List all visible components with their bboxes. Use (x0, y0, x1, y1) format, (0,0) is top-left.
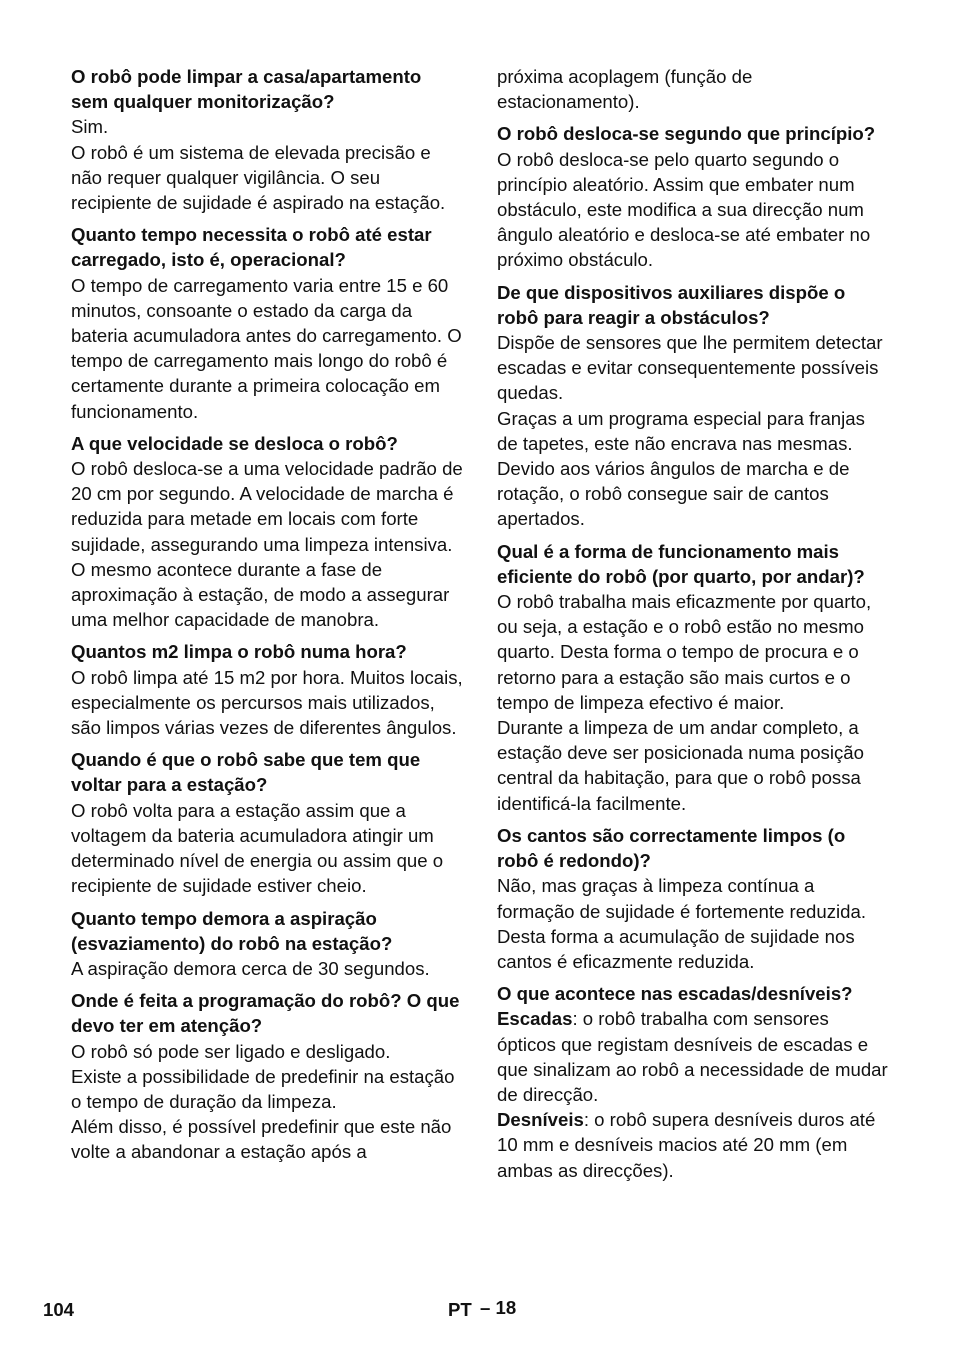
answer-text: Durante a limpeza de um andar completo, a estação deve ser posicionada numa posição central da habitação, para que o robô possa identificá-la facilmente. (497, 717, 864, 814)
answer-text: O robô trabalha mais eficazmente por quarto, ou seja, a estação e o robô estão no mesmo quarto. Desta forma o tempo de procura e o retorno para a estação são mais curtos e o tempo de limpeza efectivo é maior. (497, 591, 872, 713)
answer-text: Devido aos vários ângulos de marcha e de rotação, o robô consegue sair de cantos apertados. (497, 458, 850, 530)
term-label: Escadas (497, 1008, 573, 1030)
question-heading: O que acontece nas escadas/desníveis? (497, 983, 853, 1005)
question-heading: Qual é a forma de funcionamento mais eficiente do robô (por quarto, por andar)? (497, 540, 865, 587)
right-column (497, 64, 889, 1183)
question-heading: Quando é que o robô sabe que tem que voltar para a estação? (71, 749, 421, 796)
answer-text: Graças a um programa especial para franjas de tapetes, este não encrava nas mesmas. (497, 407, 865, 454)
answer-text: Não, mas graças à limpeza contínua a formação de sujidade é fortemente reduzida. (497, 875, 866, 922)
term-text: : o robô trabalha com sensores ópticos que registam desníveis de escadas e que sinalizam ao robô a necessidade de mudar de direcção. (497, 1008, 888, 1105)
question-heading: Os cantos são correctamente limpos (o robô é redondo)? (497, 824, 846, 872)
term-label: Desníveis (497, 1109, 584, 1131)
question-heading: Quanto tempo demora a aspiração (esvaziamento) do robô na estação? (71, 907, 393, 954)
answer-text: O robô limpa até 15 m2 por hora. Muitos locais, especialmente os percursos mais utilizados, são limpos várias vezes de diferentes ângulos. (71, 666, 463, 739)
section-page-number: – 18 (480, 1297, 517, 1318)
question-heading: O robô desloca-se segundo que princípio? (497, 123, 876, 145)
answer-text: A aspiração demora cerca de 30 segundos. (71, 957, 430, 979)
answer-text: Sim. (71, 116, 109, 138)
answer-text: Dispõe de sensores que lhe permitem detectar escadas e evitar consequentemente possíveis quedas. (497, 332, 883, 404)
answer-text: Além disso, é possível predefinir que este não volte a abandonar a estação após a (71, 1116, 452, 1163)
answer-text: O robô volta para a estação assim que a voltagem da bateria acumuladora atingir um determinado nível de energia ou assim que o recipiente de sujidade estiver cheio. (71, 799, 444, 897)
answer-text: Existe a possibilidade de predefinir na estação o tempo de duração da limpeza. (71, 1065, 455, 1112)
question-heading: Quanto tempo necessita o robô até estar carregado, isto é, operacional? (71, 224, 432, 271)
answer-text: próxima acoplagem (função de estacionamento). (497, 66, 753, 113)
left-column (71, 64, 463, 1165)
answer-text: O robô desloca-se a uma velocidade padrão de 20 cm por segundo. A velocidade de marcha é reduzida para metade em locais com forte sujidade, assegurando uma limpeza intensiva. O mesmo acontece durante a fase de aproximação à estação, de modo a assegurar uma melhor capacidade de manobra. (71, 458, 463, 631)
question-heading: De que dispositivos auxiliares dispõe o robô para reagir a obstáculos? (497, 281, 846, 328)
answer-text: O robô só pode ser ligado e desligado. (71, 1040, 391, 1062)
language-code: PT (448, 1299, 472, 1320)
question-heading: A que velocidade se desloca o robô? (71, 432, 398, 454)
answer-text: O robô é um sistema de elevada precisão e não requer qualquer vigilância. O seu recipiente de sujidade é aspirado na estação. (71, 141, 446, 214)
answer-text: O tempo de carregamento varia entre 15 e 60 minutos, consoante o estado da carga da bateria acumuladora antes do carregamento. O tempo de carregamento mais longo do robô é certamente durante a primeira colocação em funcionamento. (71, 274, 462, 422)
question-heading: O robô pode limpar a casa/apartamento sem qualquer monitorização? (71, 66, 422, 113)
page-number: 104 (43, 1299, 75, 1320)
term-text: : o robô supera desníveis duros até 10 mm e desníveis macios até 20 mm (em ambas as direcções). (497, 1109, 876, 1181)
answer-text (497, 1107, 889, 1183)
answer-text: O robô desloca-se pelo quarto segundo o princípio aleatório. Assim que embater num obstáculo, este modifica a sua direcção num ângulo aleatório e desloca-se até embater no próximo obstáculo. (497, 148, 871, 271)
answer-text: Desta forma a acumulação de sujidade nos cantos é eficazmente reduzida. (497, 925, 855, 972)
question-heading: Quantos m2 limpa o robô numa hora? (71, 641, 407, 663)
question-heading: Onde é feita a programação do robô? O que devo ter em atenção? (71, 990, 460, 1037)
answer-text (497, 1006, 889, 1107)
